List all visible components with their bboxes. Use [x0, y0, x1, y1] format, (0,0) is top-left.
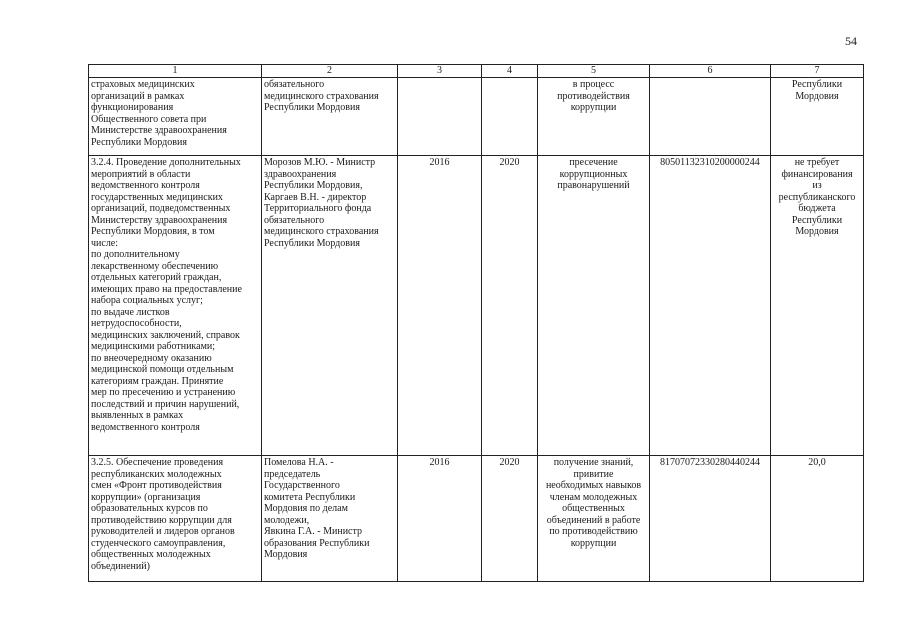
cell-line: смен «Фронт противодействия	[91, 480, 222, 491]
responsible-cell	[262, 456, 398, 582]
cell-line: противодействию коррупции для	[91, 514, 232, 526]
cell-line: привитие	[573, 468, 614, 480]
start-year-cell	[398, 78, 482, 156]
cell-line: объединений в работе	[546, 514, 641, 526]
cell-line: студенческого самоуправления,	[91, 537, 226, 549]
cell-line: набора социальных услуг;	[91, 295, 203, 306]
cell-line: комитета Республики	[264, 491, 356, 503]
cell-line: финансирования	[781, 168, 853, 180]
cell-line: Республики Мордовия	[264, 102, 360, 113]
cell-line: по дополнительному	[91, 249, 180, 260]
result-cell	[538, 156, 650, 456]
cell-line: республиканских молодежных	[91, 468, 222, 480]
end-year-cell	[482, 78, 538, 156]
cell-line: общественных	[562, 503, 625, 514]
header-cell: 2	[262, 65, 398, 78]
cell-line: коррупции	[570, 537, 617, 549]
table-row	[89, 78, 864, 156]
measure-cell	[89, 456, 262, 582]
header-cell: 4	[482, 65, 538, 78]
cell-line: из	[812, 180, 822, 191]
end-year-cell: 2020	[482, 456, 538, 582]
cell-line: выявленных в рамках	[91, 410, 184, 421]
cell-line: председатель	[264, 468, 321, 480]
funding-cell	[771, 78, 864, 156]
cell-line: Республики Мордовия, в том	[91, 226, 215, 237]
cell-line: образовательных курсов по	[91, 503, 208, 514]
cell-line: Министерству здравоохранения	[91, 214, 228, 226]
cell-line: 3.2.4. Проведение дополнительных	[91, 157, 241, 168]
table-row	[89, 456, 864, 582]
cell-line: отдельных категорий граждан,	[91, 272, 222, 283]
header-cell: 1	[89, 65, 262, 78]
cell-line: Государственного	[264, 480, 340, 491]
cell-line: Помелова Н.А. -	[264, 457, 334, 468]
result-cell	[538, 78, 650, 156]
cell-line: нетрудоспособности,	[91, 318, 182, 329]
cell-line: правонарушений	[557, 180, 630, 191]
cell-line: мероприятий в области	[91, 168, 191, 180]
cell-line: числе:	[91, 237, 119, 249]
cell-line: коррупционных	[559, 168, 628, 180]
header-cell: 6	[650, 65, 771, 78]
cell-line: по внеочередному оказанию	[91, 352, 212, 364]
cell-line: получение знаний,	[553, 457, 634, 468]
header-cell: 3	[398, 65, 482, 78]
cell-line: Республики Мордовия	[91, 136, 187, 148]
cell-line: лекарственному обеспечению	[91, 260, 219, 272]
cell-line: Республики Мордовия,	[264, 180, 363, 191]
cell-line: объединений)	[91, 560, 150, 572]
cell-line: последствий и причин нарушений,	[91, 398, 240, 410]
cell-line: противодействия	[557, 90, 630, 102]
cell-line: Республики	[791, 214, 843, 226]
start-year-cell: 2016	[398, 456, 482, 582]
budget-code-cell	[650, 78, 771, 156]
cell-line: молодежи,	[264, 514, 310, 526]
budget-code-cell: 81707072330280440244	[650, 456, 771, 582]
funding-cell	[771, 456, 864, 582]
result-cell	[538, 456, 650, 582]
measure-cell	[89, 78, 262, 156]
measure-cell	[89, 156, 262, 456]
cell-line: Мордовия	[795, 226, 839, 237]
cell-line: обязательного	[264, 79, 325, 90]
cell-line: ведомственного контроля	[91, 421, 200, 433]
cell-line: коррупции» (организация	[91, 491, 201, 503]
cell-line: руководителей и лидеров органов	[91, 526, 235, 537]
cell-line: Морозов М.Ю. - Министр	[264, 157, 376, 168]
table-row	[89, 156, 864, 456]
cell-line: категориям граждан. Принятие	[91, 375, 224, 387]
budget-code-cell: 80501132310200000244	[650, 156, 771, 456]
cell-line: республиканского	[778, 191, 856, 203]
cell-line: обязательного	[264, 214, 325, 226]
cell-line: Каргаев В.Н. - директор	[264, 191, 367, 203]
cell-line: медицинского страхования	[264, 90, 379, 102]
cell-line: Мордовия	[264, 549, 308, 560]
cell-line: 20,0	[808, 457, 826, 468]
cell-line: здравоохранения	[264, 168, 337, 180]
cell-line: Мордовия	[795, 90, 839, 102]
header-row	[89, 65, 864, 78]
cell-line: функционирования	[91, 102, 174, 113]
cell-line: не требует	[794, 157, 840, 168]
cell-line: ведомственного контроля	[91, 180, 200, 191]
cell-line: в процесс	[572, 79, 615, 90]
cell-line: государственных медицинских	[91, 191, 223, 203]
cell-line: пресечение	[569, 157, 618, 168]
cell-line: членам молодежных	[549, 491, 638, 503]
cell-line: Мордовия по делам	[264, 503, 348, 514]
responsible-cell	[262, 78, 398, 156]
cell-line: общественных молодежных	[91, 549, 211, 560]
cell-line: по противодействию	[549, 526, 638, 537]
cell-line: бюджета	[798, 203, 836, 214]
cell-line: медицинскими работниками;	[91, 341, 216, 352]
funding-cell	[771, 156, 864, 456]
cell-line: Республики Мордовия	[264, 237, 360, 249]
responsible-cell	[262, 156, 398, 456]
cell-line: Республики	[791, 79, 843, 90]
start-year-cell: 2016	[398, 156, 482, 456]
cell-line: необходимых навыков	[545, 480, 642, 491]
measures-table	[88, 64, 864, 582]
cell-line: имеющих право на предоставление	[91, 283, 242, 295]
cell-line: 3.2.5. Обеспечение проведения	[91, 457, 224, 468]
cell-line: Территориального фонда	[264, 203, 372, 214]
cell-line: Общественного совета при	[91, 113, 207, 125]
header-cell: 7	[771, 65, 864, 78]
end-year-cell: 2020	[482, 156, 538, 456]
cell-line: коррупции	[570, 102, 617, 113]
cell-line: организаций в рамках	[91, 90, 185, 102]
cell-line: мер по пресечению и устранению	[91, 387, 236, 398]
cell-line: медицинской помощи отдельным	[91, 364, 234, 375]
cell-line: Явкина Г.А. - Министр	[264, 526, 362, 537]
cell-line: организаций, подведомственных	[91, 203, 231, 214]
cell-line: медицинского страхования	[264, 226, 379, 237]
page-number: 54	[845, 34, 857, 48]
cell-line: страховых медицинских	[91, 79, 195, 90]
cell-line: образования Республики	[264, 537, 370, 549]
cell-line: Министерстве здравоохранения	[91, 125, 227, 136]
cell-line: медицинских заключений, справок	[91, 329, 240, 341]
header-cell: 5	[538, 65, 650, 78]
cell-line: по выдаче листков	[91, 306, 170, 318]
